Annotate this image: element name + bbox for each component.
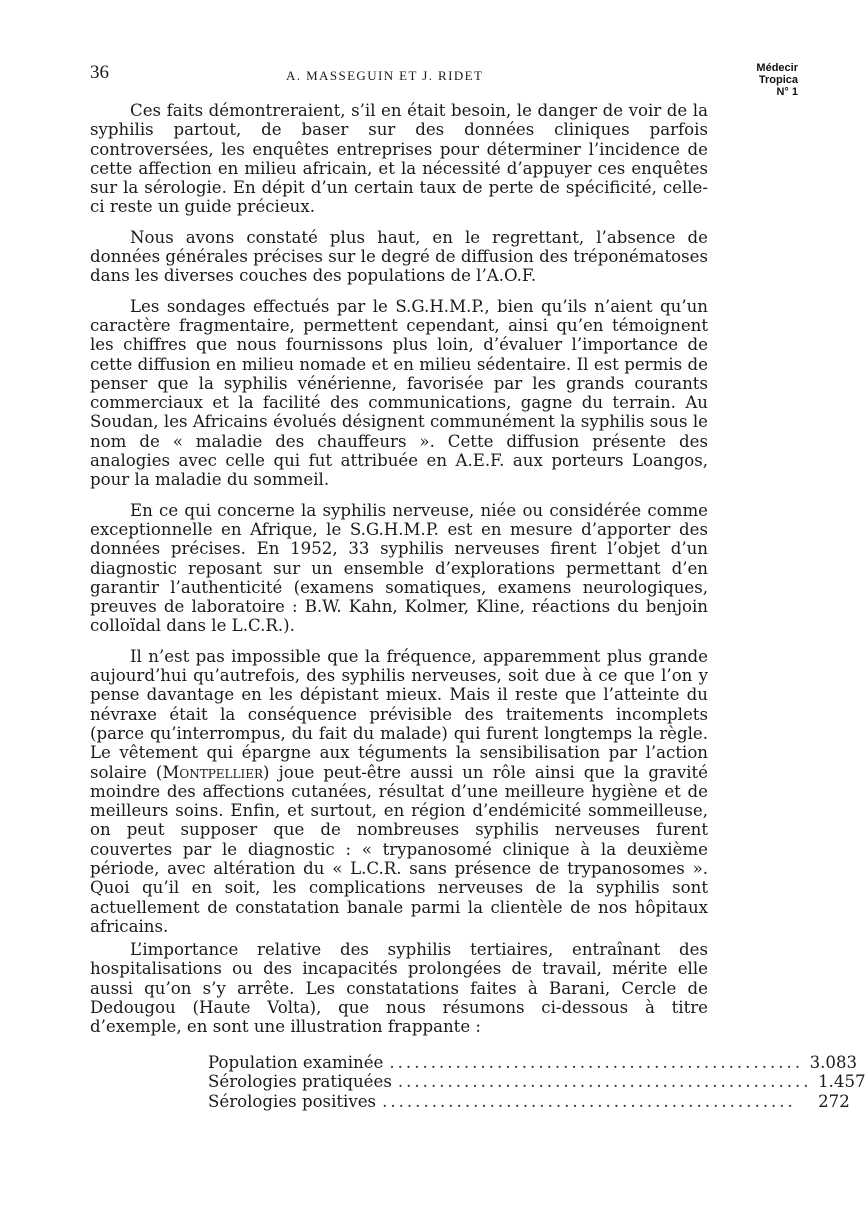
stat-value: 1.457 [818, 1072, 866, 1092]
journal-issue: N° 1 [776, 86, 798, 98]
page-number: 36 [90, 62, 109, 83]
page-header [90, 62, 710, 92]
dot-leader: .................................................. [397, 1072, 812, 1092]
statistics-table [208, 1052, 866, 1112]
dot-leader: .................................................. [389, 1052, 804, 1072]
running-head: A. MASSEGUIN ET J. RIDET [286, 68, 484, 83]
paragraph-5-start: Il n’est pas impossible que la fréquence, apparemment plus grande aujourd’hui qu’autrefois, des syphilis nerveuses, soit due à ce que l’on y pense davantage en les dépistant mieux. Mais il reste que l’atteinte du névraxe était la conséquence prévisible des traitements incomplets (parce qu’interrompus, du fait du malade) qui furent longtemps la règle. Le vêtement qui épargne aux téguments la sensibilisation par l’action solaire ( [90, 646, 708, 782]
stat-label: Population examinée [208, 1052, 384, 1072]
journal-mark [738, 62, 798, 98]
stat-label: Sérologies positives [208, 1091, 377, 1111]
paragraph-4: En ce qui concerne la syphilis nerveuse, niée ou considérée comme exceptionnelle en Afrique, le S.G.H.M.P. est en mesure d’apporter des données précises. En 1952, 33 syphilis nerveuses firent l’objet d’un diagnostic reposant sur un ensemble d’explorations permettant d’en garantir l’authenticité (examens somatiques, examens neurologiques, preuves de laboratoire : B.W. Kahn, Kolmer, Kline, réactions du benjoin colloïdal dans le L.C.R.). [90, 500, 708, 636]
stat-value: 3.083 [809, 1052, 858, 1072]
paragraph-6: L’importance relative des syphilis tertiaires, entraînant des hospitalisations ou des incapacités prolongées de travail, mérite elle aussi qu’on s’y arrête. Les constatations faites à Barani, Cercle de Dedougou (Haute Volta), que nous résumons ci-dessous à titre d’exemple, en sont une illustration frappante : [90, 940, 708, 1037]
stat-row [208, 1072, 866, 1092]
stat-row [208, 1052, 858, 1073]
paragraph-5 [90, 647, 708, 936]
paragraph-5-end: ) joue peut-être aussi un rôle ainsi que la gravité moindre des affections cutanées, résultat d’une meilleure hygiène et de meilleurs soins. Enfin, et surtout, en région d’endémicité sommeilleuse, on peut supposer que de nombreuses syphilis nerveuses furent couvertes par le diagnostic : « trypanosomé clinique à la deuxième période, avec altération du « L.C.R. sans présence de trypanosomes ». Quoi qu’il en soit, les complications nerveuses de la syphilis sont actuellement de constatation banale parmi la clientèle de nos hôpitaux africains. [90, 762, 708, 936]
journal-name-line-2: Tropica [758, 74, 798, 86]
dot-leader: .................................................. [382, 1091, 796, 1111]
article-body [90, 101, 866, 1111]
stat-row [208, 1091, 850, 1112]
stat-label: Sérologies pratiquées [208, 1072, 392, 1092]
paragraph-2: Nous avons constaté plus haut, en le regrettant, l’absence de données générales précises sur le degré de diffusion des tréponématoses dans les diverses couches des populations de l’A.O.F. [90, 227, 708, 286]
journal-name-line-1: Médecir [756, 62, 798, 74]
paragraph-3: Les sondages effectués par le S.G.H.M.P., bien qu’ils n’aient qu’un caractère fragmentaire, permettent cependant, ainsi qu’en témoignent les chiffres que nous fournissons plus loin, d’évaluer l’importance de cette diffusion en milieu nomade et en milieu sédentaire. Il est permis de penser que la syphilis vénérienne, favorisée par les grands courants commerciaux et la facilité des communications, gagne du terrain. Au Soudan, les Africains évolués désignent communément la syphilis sous le nom de « maladie des chauffeurs ». Cette diffusion présente des analogies avec celle qui fut attribuée en A.E.F. aux porteurs Loangos, pour la maladie du sommeil. [90, 296, 708, 490]
paragraph-1: Ces faits démontreraient, s’il en était besoin, le danger de voir de la syphilis partout, de baser sur des données cliniques parfois controversées, les enquêtes entreprises pour déterminer l’incidence de cette affection en milieu africain, et la nécessité d’appuyer ces enquêtes sur la sérologie. En dépit d’un certain taux de perte de spécificité, celle-ci reste un guide précieux. [90, 101, 708, 217]
stat-value: 272 [818, 1091, 850, 1111]
author-name-montpellier: Montpellier [162, 762, 264, 782]
